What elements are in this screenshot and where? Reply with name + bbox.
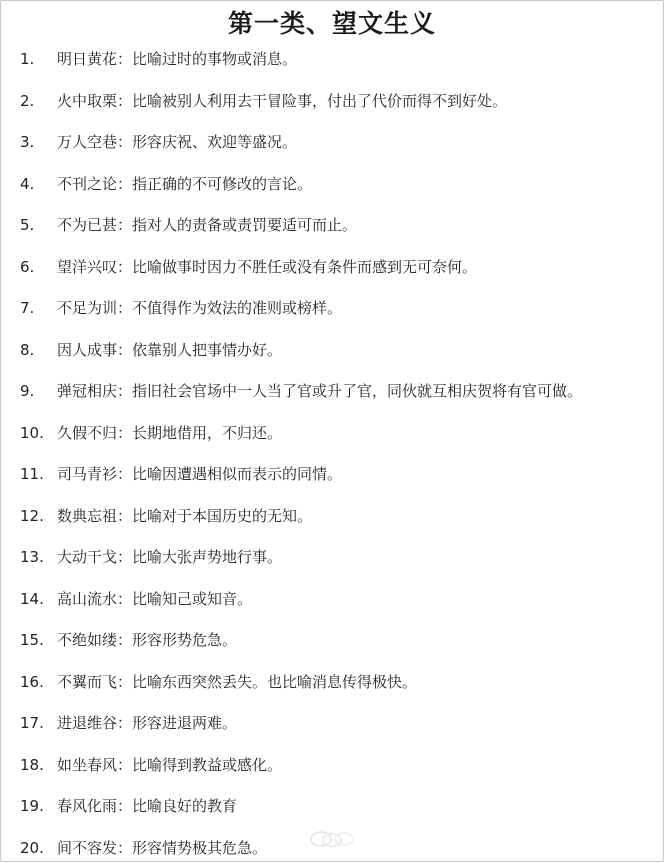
list-item [20, 667, 417, 697]
list-item [20, 44, 297, 74]
idiom-term: 进退维谷 [57, 714, 118, 732]
idiom-meaning: 形容庆祝、欢迎等盛况。 [132, 133, 298, 151]
list-item [20, 791, 237, 821]
separator: ： [117, 382, 133, 400]
list-item [20, 127, 297, 157]
item-number: 8. [20, 340, 35, 359]
list-item [20, 210, 357, 240]
idiom-term: 不绝如缕 [57, 631, 118, 649]
list-item [20, 833, 267, 863]
separator: ： [117, 91, 133, 110]
idiom-term: 高山流水 [57, 589, 118, 608]
list-item [20, 459, 342, 489]
item-number: 1. [20, 50, 35, 68]
idiom-term: 间不容发 [57, 838, 118, 857]
page-title: 第一类、望文生义 [227, 9, 436, 38]
separator: ： [117, 340, 133, 359]
separator: ： [117, 631, 133, 649]
list-item [20, 750, 282, 780]
separator: ： [117, 797, 133, 815]
idiom-term: 明日黄花 [57, 50, 118, 68]
separator: ： [117, 257, 133, 276]
idiom-term: 望洋兴叹 [57, 257, 118, 276]
separator: ： [117, 838, 133, 857]
item-number: 14. [20, 589, 44, 608]
list-item [20, 584, 252, 614]
item-number: 13. [20, 548, 44, 566]
list-item [20, 418, 282, 448]
list-item [20, 293, 342, 323]
idiom-term: 万人空巷 [57, 133, 118, 151]
item-number: 19. [20, 797, 44, 815]
idiom-meaning: 比喻对于本国历史的无知。 [132, 506, 313, 525]
item-number: 5. [20, 216, 35, 234]
idiom-meaning: 比喻过时的事物或消息。 [132, 50, 298, 68]
list-item [20, 501, 312, 531]
idiom-meaning: 依靠别人把事情办好。 [132, 340, 283, 359]
separator: ： [117, 133, 133, 151]
item-number: 11. [20, 465, 44, 483]
idiom-term: 因人成事 [57, 340, 118, 359]
idiom-meaning: 比喻东西突然丢失。也比喻消息传得极快。 [132, 672, 418, 691]
separator: ： [117, 174, 133, 193]
separator: ： [117, 589, 133, 608]
idiom-meaning: 指旧社会官场中一人当了官或升了官，同伙就互相庆贺将有官可做。 [132, 382, 583, 400]
wechat-watermark-icon [308, 830, 358, 848]
item-number: 4. [20, 174, 35, 193]
idiom-meaning: 形容情势极其危急。 [132, 838, 268, 857]
list-item [20, 542, 282, 572]
item-number: 12. [20, 506, 44, 525]
item-number: 7. [20, 299, 35, 317]
idiom-term: 久假不归 [57, 423, 118, 442]
idiom-term: 司马青衫 [57, 465, 118, 483]
idiom-term: 不足为训 [57, 299, 118, 317]
idiom-term: 弹冠相庆 [57, 382, 118, 400]
idiom-meaning: 指对人的责备或责罚要适可而止。 [132, 216, 358, 234]
idiom-meaning: 长期地借用，不归还。 [132, 423, 283, 442]
list-item [20, 376, 582, 406]
idiom-term: 不刊之论 [57, 174, 118, 193]
item-number: 6. [20, 257, 35, 276]
separator: ： [117, 50, 133, 68]
separator: ： [117, 423, 133, 442]
idiom-term: 大动干戈 [57, 548, 118, 566]
separator: ： [117, 299, 133, 317]
idiom-meaning: 比喻得到教益或感化。 [132, 755, 283, 774]
idiom-meaning: 形容形势危急。 [132, 631, 238, 649]
list-item [20, 335, 282, 365]
list-item [20, 625, 237, 655]
separator: ： [117, 548, 133, 566]
item-number: 15. [20, 631, 44, 649]
idiom-meaning: 形容进退两难。 [132, 714, 238, 732]
separator: ： [117, 216, 133, 234]
idiom-term: 不翼而飞 [57, 672, 118, 691]
separator: ： [117, 755, 133, 774]
idiom-meaning: 比喻做事时因力不胜任或没有条件而感到无可奈何。 [132, 257, 478, 276]
item-number: 17. [20, 714, 44, 732]
item-number: 3. [20, 133, 35, 151]
item-number: 9. [20, 382, 35, 400]
separator: ： [117, 506, 133, 525]
idiom-meaning: 比喻良好的教育 [132, 797, 238, 815]
idiom-term: 如坐春风 [57, 755, 118, 774]
item-number: 18. [20, 755, 44, 774]
item-number: 10. [20, 423, 44, 442]
separator: ： [117, 672, 133, 691]
list-item [20, 86, 507, 116]
list-item [20, 252, 477, 282]
idiom-meaning: 指正确的不可修改的言论。 [132, 174, 313, 193]
separator: ： [117, 465, 133, 483]
idiom-term: 不为已甚 [57, 216, 118, 234]
list-item [20, 708, 237, 738]
list-item [20, 169, 312, 199]
separator: ： [117, 714, 133, 732]
idiom-meaning: 比喻被别人利用去干冒险事，付出了代价而得不到好处。 [132, 91, 508, 110]
idiom-term: 春风化雨 [57, 797, 118, 815]
item-number: 2. [20, 91, 35, 110]
idiom-meaning: 比喻知己或知音。 [132, 589, 253, 608]
idiom-meaning: 比喻因遭遇相似而表示的同情。 [132, 465, 343, 483]
idiom-meaning: 比喻大张声势地行事。 [132, 548, 283, 566]
idiom-term: 数典忘祖 [57, 506, 118, 525]
item-number: 20. [20, 838, 44, 857]
idiom-term: 火中取栗 [57, 91, 118, 110]
item-number: 16. [20, 672, 44, 691]
idiom-meaning: 不值得作为效法的准则或榜样。 [132, 299, 343, 317]
